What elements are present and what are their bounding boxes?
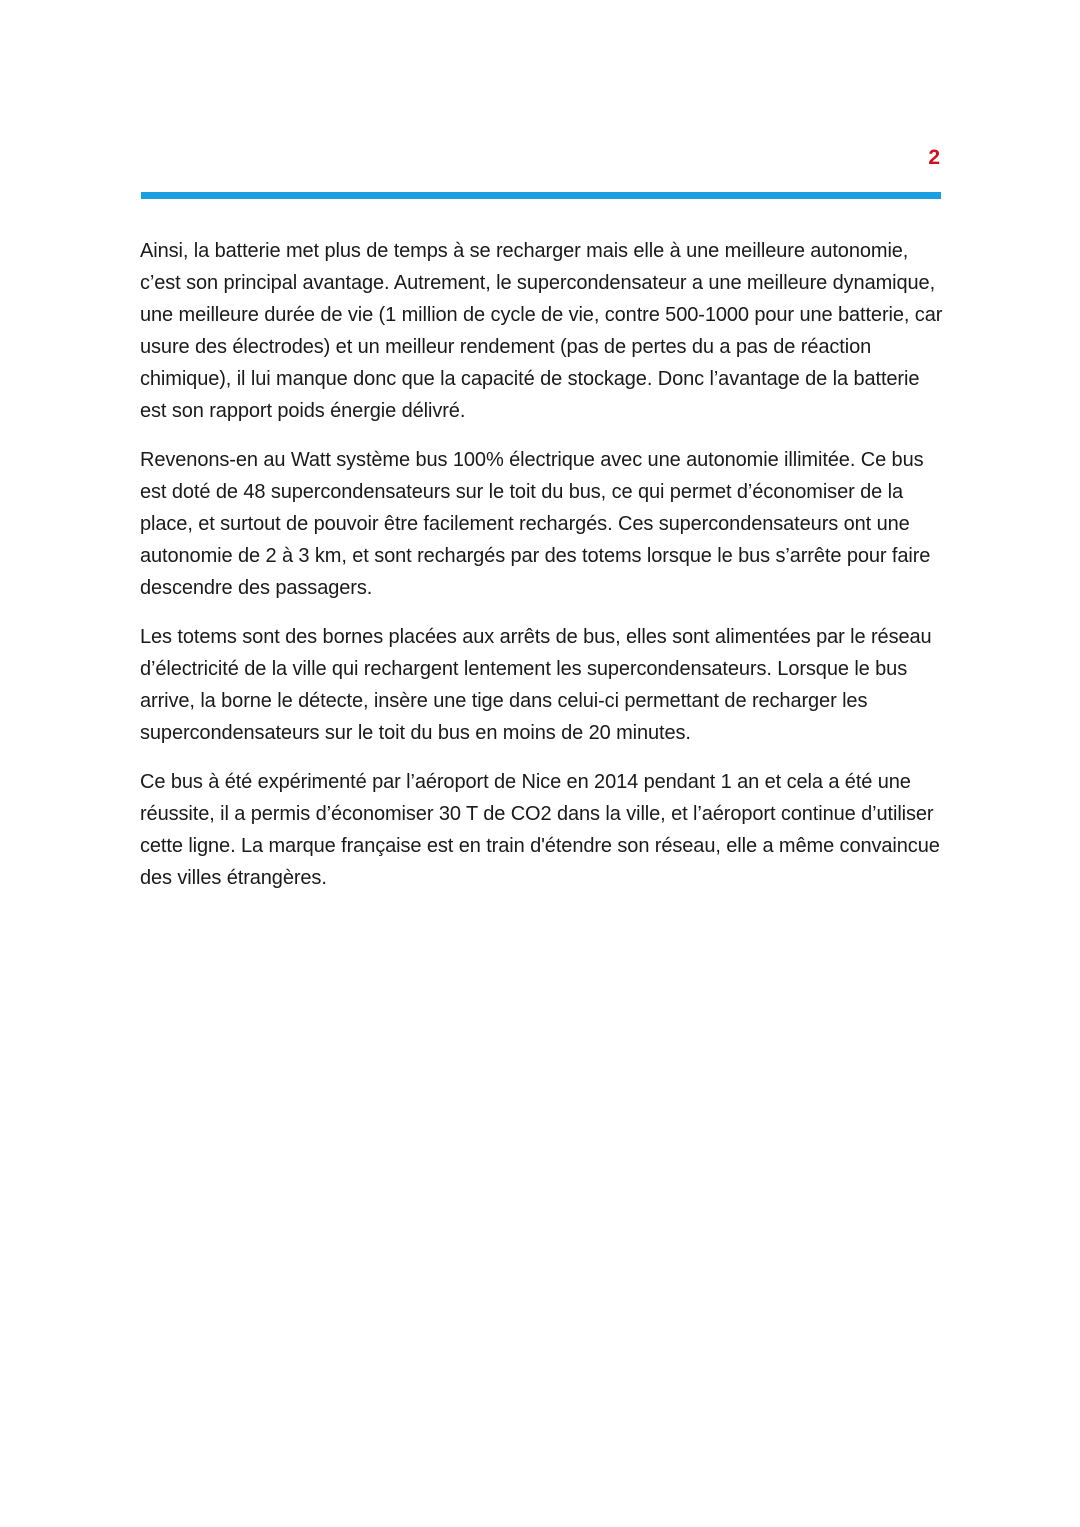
header-divider: [141, 192, 941, 199]
paragraph-nice-airport-trial: Ce bus à été expérimenté par l’aéroport de Nice en 2014 pendant 1 an et cela a été une réussite, il a permis d’économiser 30 T de CO2 dans la ville, et l’aéroport continue d’utiliser cette ligne. La marque française est en train d'étendre son réseau, elle a même convaincue des villes étrangères.: [140, 771, 940, 889]
paragraph-watt-system-bus: Revenons-en au Watt système bus 100% électrique avec une autonomie illimitée. Ce bus est doté de 48 supercondensateurs sur le toit du bus, ce qui permet d’économiser de la place, et surtout de pouvoir être facilement rechargés. Ces supercondensateurs ont une autonomie de 2 à 3 km, et sont rechargés par des totems lorsque le bus s’arrête pour faire descendre des passagers.: [140, 449, 931, 599]
paragraph-charging-totems: Les totems sont des bornes placées aux arrêts de bus, elles sont alimentées par le réseau d’électricité de la ville qui rechargent lentement les supercondensateurs. Lorsque le bus arrive, la borne le détecte, insère une tige dans celui-ci permettant de recharger les supercondensateurs sur le toit du bus en moins de 20 minutes.: [140, 626, 932, 744]
document-body: [140, 235, 945, 911]
paragraph-battery-vs-supercapacitor: Ainsi, la batterie met plus de temps à se recharger mais elle à une meilleure autonomie, c’est son principal avantage. Autrement, le supercondensateur a une meilleure dynamique, une meilleure durée de vie (1 million de cycle de vie, contre 500-1000 pour une batterie, car usure des électrodes) et un meilleur rendement (pas de pertes du a pas de réaction chimique), il lui manque donc que la capacité de stockage. Donc l’avantage de la batterie est son rapport poids énergie délivré.: [140, 240, 943, 422]
page-number: 2: [928, 146, 940, 169]
